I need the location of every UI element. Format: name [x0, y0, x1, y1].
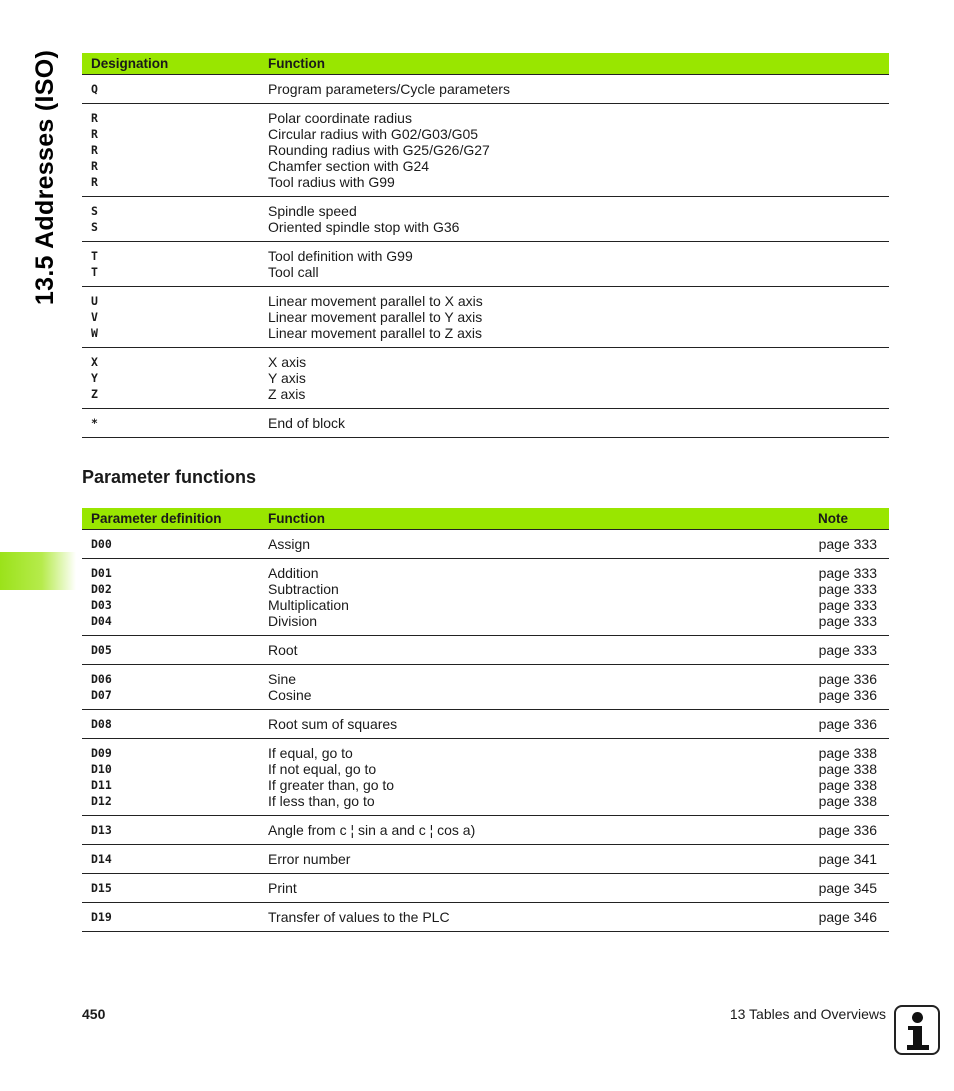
address-table — [82, 53, 889, 438]
page-reference: page 338 — [818, 745, 877, 761]
page-reference: page 336 — [818, 822, 877, 838]
function-description: Addition — [268, 565, 319, 581]
code-cell — [82, 874, 259, 903]
function-description: Z axis — [268, 386, 306, 402]
code-value: R — [91, 175, 98, 189]
table-row — [82, 636, 889, 665]
page-reference: page 333 — [818, 613, 877, 629]
table-row — [82, 665, 889, 710]
function-description: Print — [268, 880, 297, 896]
page-reference: page 333 — [818, 642, 877, 658]
function-description: Polar coordinate radius — [268, 110, 412, 126]
code-value: D07 — [91, 688, 112, 702]
code-cell — [82, 197, 259, 242]
note-cell — [809, 816, 889, 845]
parameter-table-header-row — [82, 508, 889, 530]
chapter-tab-marker — [0, 552, 76, 590]
table-row — [82, 197, 889, 242]
page-reference: page 333 — [818, 565, 877, 581]
function-description: Linear movement parallel to X axis — [268, 293, 483, 309]
table-row — [82, 710, 889, 739]
code-value: D11 — [91, 778, 112, 792]
column-header-function: Function — [259, 53, 889, 75]
function-description: Root sum of squares — [268, 716, 398, 732]
table-row — [82, 409, 889, 438]
note-cell — [809, 530, 889, 559]
function-description: Rounding radius with G25/G26/G27 — [268, 142, 490, 158]
table-row — [82, 242, 889, 287]
code-cell — [82, 75, 259, 104]
column-header-parameter-definition: Parameter definition — [82, 508, 259, 530]
function-cell — [259, 559, 809, 636]
function-description: Circular radius with G02/G03/G05 — [268, 126, 479, 142]
function-cell — [259, 104, 889, 197]
table-row — [82, 287, 889, 348]
address-table-header-row — [82, 53, 889, 75]
code-cell — [82, 559, 259, 636]
code-cell — [82, 409, 259, 438]
function-description: If less than, go to — [268, 793, 375, 809]
function-description: Error number — [268, 851, 351, 867]
function-description: Linear movement parallel to Y axis — [268, 309, 483, 325]
code-value: D06 — [91, 672, 112, 686]
code-value: X — [91, 355, 98, 369]
function-description: Transfer of values to the PLC — [268, 909, 450, 925]
function-description: End of block — [268, 415, 346, 431]
function-cell — [259, 197, 889, 242]
function-description: Angle from c ¦ sin a and c ¦ cos a) — [268, 822, 476, 838]
note-cell — [809, 636, 889, 665]
code-value: Y — [91, 371, 98, 385]
function-description: Tool definition with G99 — [268, 248, 413, 264]
function-cell — [259, 816, 809, 845]
function-cell — [259, 287, 889, 348]
code-cell — [82, 348, 259, 409]
function-description: Division — [268, 613, 318, 629]
page-reference: page 338 — [818, 793, 877, 809]
page-reference: page 333 — [818, 581, 877, 597]
code-cell — [82, 845, 259, 874]
code-value: R — [91, 127, 98, 141]
code-value: D05 — [91, 643, 112, 657]
code-value: D15 — [91, 881, 112, 895]
code-value: W — [91, 326, 98, 340]
code-value: T — [91, 265, 98, 279]
note-cell — [809, 845, 889, 874]
info-icon — [894, 1005, 940, 1055]
code-value: S — [91, 220, 98, 234]
code-cell — [82, 665, 259, 710]
code-value: D14 — [91, 852, 112, 866]
code-value: R — [91, 143, 98, 157]
code-value: D04 — [91, 614, 112, 628]
code-cell — [82, 710, 259, 739]
section-heading: Parameter functions — [82, 467, 257, 487]
code-value: D00 — [91, 537, 112, 551]
code-value: D12 — [91, 794, 112, 808]
function-description: Chamfer section with G24 — [268, 158, 430, 174]
function-description: Root — [268, 642, 298, 658]
code-value: D01 — [91, 566, 112, 580]
page-reference: page 333 — [818, 597, 877, 613]
note-cell — [809, 739, 889, 816]
note-cell — [809, 710, 889, 739]
page-reference: page 338 — [818, 761, 877, 777]
function-description: X axis — [268, 354, 307, 370]
code-value: D02 — [91, 582, 112, 596]
page-reference: page 336 — [818, 716, 877, 732]
function-description: Subtraction — [268, 581, 339, 597]
function-description: Oriented spindle stop with G36 — [268, 219, 460, 235]
code-cell — [82, 816, 259, 845]
column-header-function: Function — [259, 508, 809, 530]
function-cell — [259, 739, 809, 816]
function-description: Sine — [268, 671, 297, 687]
code-value: Q — [91, 82, 98, 96]
page-reference: page 336 — [818, 687, 877, 703]
table-row — [82, 104, 889, 197]
column-header-note: Note — [809, 508, 889, 530]
function-cell — [259, 348, 889, 409]
code-value: U — [91, 294, 98, 308]
code-cell — [82, 287, 259, 348]
table-row — [82, 739, 889, 816]
footer-page-number: 450 — [82, 1006, 106, 1022]
code-value: D10 — [91, 762, 112, 776]
code-value: D03 — [91, 598, 112, 612]
function-cell — [259, 874, 809, 903]
code-cell — [82, 636, 259, 665]
function-description: If not equal, go to — [268, 761, 377, 777]
page-reference: page 341 — [818, 851, 877, 867]
code-value: T — [91, 249, 98, 263]
code-cell — [82, 530, 259, 559]
code-value: S — [91, 204, 98, 218]
code-cell — [82, 104, 259, 197]
table-row — [82, 348, 889, 409]
function-description: Spindle speed — [268, 203, 357, 219]
chapter-side-title — [28, 49, 64, 305]
function-cell — [259, 710, 809, 739]
note-cell — [809, 903, 889, 932]
page-reference: page 346 — [818, 909, 877, 925]
function-description: Cosine — [268, 687, 312, 703]
page-reference: page 336 — [818, 671, 877, 687]
function-cell — [259, 665, 809, 710]
table-row — [82, 530, 889, 559]
code-cell — [82, 242, 259, 287]
function-cell — [259, 903, 809, 932]
code-value: D09 — [91, 746, 112, 760]
function-description: Linear movement parallel to Z axis — [268, 325, 482, 341]
table-row — [82, 845, 889, 874]
function-description: If equal, go to — [268, 745, 353, 761]
table-row — [82, 874, 889, 903]
parameter-table — [82, 508, 889, 932]
function-cell — [259, 409, 889, 438]
code-value: D13 — [91, 823, 112, 837]
function-cell — [259, 242, 889, 287]
page-reference: page 338 — [818, 777, 877, 793]
function-description: Tool call — [268, 264, 319, 280]
chapter-side-title-text: 13.5 Addresses (ISO) — [31, 49, 60, 305]
function-description: Multiplication — [268, 597, 349, 613]
code-value: * — [91, 416, 98, 430]
footer-chapter-title: 13 Tables and Overviews — [729, 1006, 886, 1022]
function-description: Y axis — [268, 370, 306, 386]
page-reference: page 345 — [818, 880, 877, 896]
note-cell — [809, 559, 889, 636]
code-cell — [82, 739, 259, 816]
page-reference: page 333 — [818, 536, 877, 552]
note-cell — [809, 665, 889, 710]
function-cell — [259, 75, 889, 104]
column-header-designation: Designation — [82, 53, 259, 75]
table-row — [82, 559, 889, 636]
function-cell — [259, 530, 809, 559]
function-description: Tool radius with G99 — [268, 174, 395, 190]
code-value: D08 — [91, 717, 112, 731]
code-value: R — [91, 159, 98, 173]
code-cell — [82, 903, 259, 932]
table-row — [82, 816, 889, 845]
function-cell — [259, 845, 809, 874]
note-cell — [809, 874, 889, 903]
table-row — [82, 75, 889, 104]
code-value: V — [91, 310, 98, 324]
function-description: If greater than, go to — [268, 777, 395, 793]
table-row — [82, 903, 889, 932]
code-value: R — [91, 111, 98, 125]
code-value: D19 — [91, 910, 112, 924]
function-description: Program parameters/Cycle parameters — [268, 81, 510, 97]
code-value: Z — [91, 387, 98, 401]
function-description: Assign — [268, 536, 311, 552]
function-cell — [259, 636, 809, 665]
